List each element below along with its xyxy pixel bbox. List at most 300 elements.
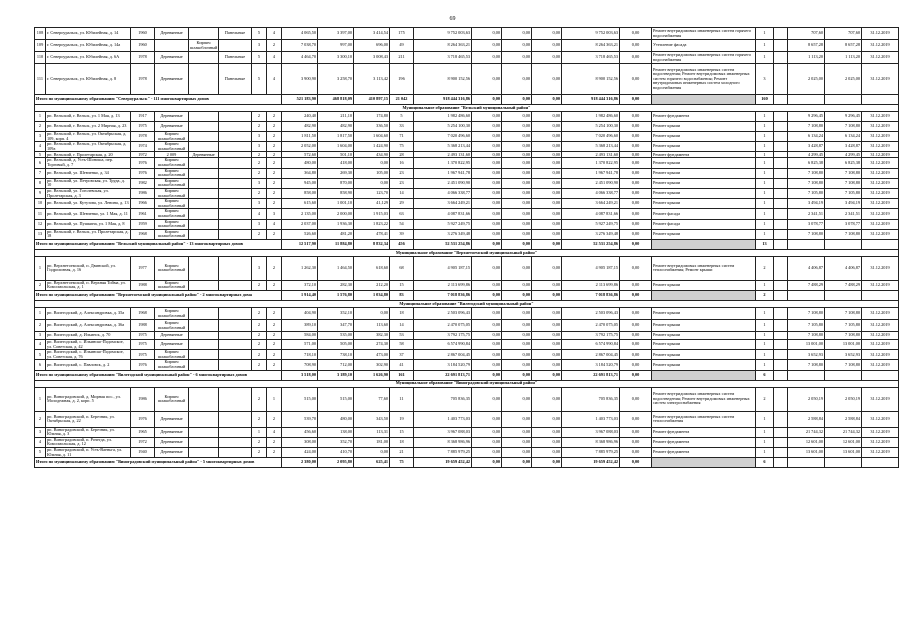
cell-entrances: 2 (267, 448, 282, 458)
cell-total-area: 240,40 (282, 112, 318, 122)
cell-wall-material-alt (189, 229, 219, 239)
cell-address: г. Североуральск, ул. Юбилейная, д. 14 (46, 28, 131, 40)
cell-works-count: 1 (756, 152, 774, 158)
cell-total-area: 718,10 (282, 350, 318, 360)
cell-unit-cost: 7 108,80 (788, 122, 825, 132)
cell-deadline: 31.12.2019 (862, 340, 899, 350)
cell-wall-material: Деревянные (155, 28, 189, 40)
cell-private-area: 336,50 (354, 122, 390, 132)
cell-wall-material: 2 009 (155, 152, 189, 158)
cell-residents: 39 (390, 229, 414, 239)
cell-row-number: 1 (35, 256, 46, 280)
cell-local-cost: 0,00 (532, 40, 562, 52)
cell-year-built: 1975 (131, 122, 155, 132)
cell-fund-cost: 0,00 (472, 52, 502, 64)
cell-wall-material: Деревянные (155, 411, 189, 427)
total-cell-residents: 83 (390, 291, 414, 301)
cell-works-count: 1 (756, 40, 774, 52)
cell-floors: 2 (252, 360, 267, 370)
total-cell-total-cost: 7 018 836,86 (414, 291, 472, 301)
cell-max-unit-cost: 7 108,80 (825, 332, 862, 340)
cell-residents: 28 (390, 152, 414, 158)
total-cell-total-area: 12 517,90 (282, 239, 318, 249)
cell-year-built: 1975 (131, 340, 155, 350)
cell-max-unit-cost: 7 108,80 (825, 122, 862, 132)
total-cell-max-unit-cost (825, 291, 862, 301)
cell-address: г. Североуральск, ул. Юбилейная, д. 6А (46, 52, 131, 64)
total-cell-deadline (862, 239, 899, 249)
cell-local-cost: 0,00 (532, 387, 562, 411)
cell-deadline: 31.12.2019 (862, 448, 899, 458)
cell-works-count: 1 (756, 178, 774, 188)
page-number: 69 (449, 16, 456, 22)
cell-residents: 21 (390, 448, 414, 458)
cell-total-cost: 2 451 090,90 (414, 178, 472, 188)
cell-max-unit-cost: 707,60 (825, 28, 862, 40)
cell-owners-cost: 7 020 496,60 (562, 132, 620, 142)
cell-deadline: 31.12.2019 (862, 178, 899, 188)
cell-year-built: 1968 (131, 308, 155, 320)
cell-works-list: Ремонт крыши (652, 132, 756, 142)
table-row (35, 387, 899, 411)
table-row (35, 411, 899, 427)
cell-entrances: 2 (267, 350, 282, 360)
cell-address: рп. Вельский, ул. Шевченко, ул. 1 Мая, д. 11 (46, 209, 131, 219)
cell-floor-type (219, 168, 252, 178)
cell-year-built: 1966 (131, 199, 155, 209)
cell-works-extra (774, 112, 788, 122)
total-cell-owners-cost: 52 531 254,86 (562, 239, 620, 249)
cell-total-area: 2 037,00 (282, 219, 318, 229)
cell-unit-cost: 3 494,19 (788, 199, 825, 209)
cell-works-extra (774, 199, 788, 209)
total-cell-max-unit-cost (825, 370, 862, 380)
cell-unit-cost: 2 341,51 (788, 209, 825, 219)
cell-local-cost: 0,00 (532, 256, 562, 280)
cell-max-unit-cost: 4 299,45 (825, 152, 862, 158)
cell-local-cost: 0,00 (532, 152, 562, 158)
cell-address: рп. Вельский, г. Вельск, ул. 2 Мирная, д. 23 (46, 122, 131, 132)
cell-private-area: 3 113,42 (354, 64, 390, 95)
cell-floor-type (219, 448, 252, 458)
cell-other-cost: 0,00 (620, 437, 652, 447)
cell-row-number: 12 (35, 219, 46, 229)
cell-unit-cost: 6 134,24 (788, 132, 825, 142)
cell-owners-cost: 2 493 131,60 (562, 152, 620, 158)
cell-total-cost: 1 403 773,03 (414, 411, 472, 427)
cell-floors: 3 (252, 142, 267, 152)
cell-budget-cost: 0,00 (502, 387, 532, 411)
cell-wall-material: Кирпич шлакоблочный (155, 142, 189, 152)
cell-private-area: 113,60 (354, 320, 390, 332)
total-row (35, 458, 899, 468)
cell-total-area: 456,60 (282, 427, 318, 437)
cell-address: рп. Вельский, г. Вельск, ул. Октябрьская, д. 109а (46, 142, 131, 152)
cell-wall-material-alt (189, 188, 219, 198)
table-row (35, 158, 899, 168)
cell-living-area: 282,30 (318, 280, 354, 290)
cell-private-area: 113,31 (354, 427, 390, 437)
cell-entrances: 2 (267, 320, 282, 332)
total-row (35, 370, 899, 380)
cell-row-number: 3 (35, 332, 46, 340)
total-cell-max-unit-cost (825, 239, 862, 249)
cell-row-number: 2 (35, 411, 46, 427)
table-row (35, 112, 899, 122)
cell-works-list: Ремонт фасада (652, 209, 756, 219)
cell-local-cost: 0,00 (532, 360, 562, 370)
cell-floors: 2 (252, 340, 267, 350)
cell-total-cost: 5 254 100,30 (414, 122, 472, 132)
cell-total-cost: 1 967 941,78 (414, 168, 472, 178)
cell-floor-type (219, 40, 252, 52)
cell-budget-cost: 0,00 (502, 168, 532, 178)
cell-year-built: 1976 (131, 411, 155, 427)
cell-entrances: 2 (267, 360, 282, 370)
cell-floors: 2 (252, 411, 267, 427)
cell-total-area: 615,60 (282, 199, 318, 209)
cell-works-list: Ремонт фундамента (652, 152, 756, 158)
cell-deadline: 31.12.2019 (862, 320, 899, 332)
cell-max-unit-cost: 7 108,80 (825, 229, 862, 239)
total-cell-private-area: 1 626,90 (354, 370, 390, 380)
cell-other-cost: 0,00 (620, 448, 652, 458)
cell-total-cost: 2 503 096,43 (414, 308, 472, 320)
cell-entrances: 2 (267, 308, 282, 320)
cell-max-unit-cost: 12 601,00 (825, 437, 862, 447)
cell-budget-cost: 0,00 (502, 332, 532, 340)
total-cell-living-area: 1 576,80 (318, 291, 354, 301)
cell-private-area: 343,50 (354, 411, 390, 427)
cell-total-area: 372,10 (282, 280, 318, 290)
cell-works-extra (774, 320, 788, 332)
cell-works-count: 1 (756, 280, 774, 290)
cell-wall-material: Кирпич шлакоблочный (155, 387, 189, 411)
table-row (35, 209, 899, 219)
cell-row-number: 2 (35, 122, 46, 132)
cell-local-cost: 0,00 (532, 427, 562, 437)
cell-wall-material: Деревянные (155, 340, 189, 350)
cell-private-area: 0,00 (354, 448, 390, 458)
cell-floors: 3 (252, 199, 267, 209)
cell-address: г. Североуральск, ул. Юбилейная, д. 14а (46, 40, 131, 52)
cell-other-cost: 0,00 (620, 308, 652, 320)
cell-works-extra (774, 332, 788, 340)
cell-wall-material: Кирпич шлакоблочный (155, 320, 189, 332)
cell-local-cost: 0,00 (532, 28, 562, 40)
cell-total-area: 515,00 (282, 387, 318, 411)
cell-max-unit-cost: 13 001,00 (825, 340, 862, 350)
cell-floors: 5 (252, 28, 267, 40)
cell-works-extra (774, 158, 788, 168)
table-row (35, 219, 899, 229)
cell-wall-material: Кирпич шлакоблочный (155, 188, 189, 198)
cell-works-count: 1 (756, 52, 774, 64)
cell-private-area: 212,20 (354, 280, 390, 290)
cell-entrances: 2 (267, 152, 282, 158)
cell-wall-material: Кирпич шлакоблочный (155, 360, 189, 370)
cell-other-cost: 0,00 (620, 122, 652, 132)
cell-max-unit-cost: 4 406,87 (825, 256, 862, 280)
cell-year-built: 1978 (131, 132, 155, 142)
cell-local-cost: 0,00 (532, 168, 562, 178)
cell-living-area: 410,70 (318, 448, 354, 458)
total-cell-owners-cost: 7 018 836,86 (562, 291, 620, 301)
cell-deadline: 31.12.2019 (862, 64, 899, 95)
table-row (35, 122, 899, 132)
total-cell-budget-cost: 0,00 (502, 239, 532, 249)
cell-total-area: 584,00 (282, 332, 318, 340)
cell-max-unit-cost: 2 341,51 (825, 209, 862, 219)
cell-wall-material-alt (189, 112, 219, 122)
cell-total-cost: 1 370 822,95 (414, 158, 472, 168)
cell-works-count: 1 (756, 448, 774, 458)
cell-works-count: 1 (756, 427, 774, 437)
cell-floors: 3 (252, 178, 267, 188)
cell-unit-cost: 7 108,80 (788, 332, 825, 340)
cell-owners-cost: 8 900 152,56 (562, 64, 620, 95)
cell-fund-cost: 0,00 (472, 320, 502, 332)
cell-max-unit-cost: 1 113,20 (825, 52, 862, 64)
cell-deadline: 31.12.2019 (862, 158, 899, 168)
cell-fund-cost: 0,00 (472, 168, 502, 178)
cell-other-cost: 0,00 (620, 168, 652, 178)
cell-floor-type: Панельные (219, 28, 252, 40)
cell-fund-cost: 0,00 (472, 40, 502, 52)
cell-floor-type (219, 122, 252, 132)
cell-entrances: 2 (267, 411, 282, 427)
cell-works-extra (774, 437, 788, 447)
total-label: Итого по муниципальному образованию "Виноградовский муниципальный район" - 5 многоквартирных домов (35, 458, 282, 468)
cell-floor-type (219, 158, 252, 168)
cell-living-area: 3 300,10 (318, 52, 354, 64)
cell-row-number: 111 (35, 64, 46, 95)
cell-budget-cost: 0,00 (502, 188, 532, 198)
cell-residents: 37 (390, 350, 414, 360)
cell-owners-cost: 2 451 090,90 (562, 178, 620, 188)
cell-year-built: 1940 (131, 448, 155, 458)
cell-wall-material (155, 40, 189, 52)
cell-total-cost: 5 927 249,75 (414, 219, 472, 229)
cell-total-cost: 8 900 152,56 (414, 64, 472, 95)
cell-residents: 49 (390, 40, 414, 52)
table-row (35, 340, 899, 350)
cell-budget-cost: 0,00 (502, 199, 532, 209)
cell-owners-cost: 8 264 363,21 (562, 40, 620, 52)
cell-floors: 2 (252, 168, 267, 178)
cell-other-cost: 0,00 (620, 332, 652, 340)
cell-other-cost: 0,00 (620, 64, 652, 95)
cell-works-count: 1 (756, 308, 774, 320)
cell-year-built: 1976 (131, 360, 155, 370)
cell-other-cost: 0,00 (620, 112, 652, 122)
cell-row-number: 109 (35, 40, 46, 52)
total-cell-fund-cost: 0,00 (472, 95, 502, 105)
cell-budget-cost: 0,00 (502, 280, 532, 290)
cell-works-extra (774, 188, 788, 198)
cell-wall-material: Деревянные (155, 52, 189, 64)
cell-works-extra (774, 40, 788, 52)
cell-local-cost: 0,00 (532, 142, 562, 152)
cell-total-cost: 4 066 338,77 (414, 188, 472, 198)
cell-fund-cost: 0,00 (472, 437, 502, 447)
total-cell-deadline (862, 95, 899, 105)
cell-address: рп. Вилегодский, с. Ильинско-Подомское, ул. Советская, д. 76 (46, 350, 131, 360)
cell-other-cost: 0,00 (620, 158, 652, 168)
cell-works-list: Ремонт крыши (652, 360, 756, 370)
cell-residents: 14 (390, 320, 414, 332)
cell-works-list: Ремонт фундамента (652, 437, 756, 447)
cell-entrances: 4 (267, 64, 282, 95)
table-row (35, 427, 899, 437)
total-cell-local-cost: 0,00 (532, 370, 562, 380)
cell-floor-type (219, 350, 252, 360)
cell-row-number: 8 (35, 178, 46, 188)
cell-row-number: 5 (35, 152, 46, 158)
cell-private-area: 0,00 (354, 158, 390, 168)
cell-living-area: 269,30 (318, 168, 354, 178)
cell-year-built: 1976 (131, 168, 155, 178)
cell-owners-cost: 2 113 699,86 (562, 280, 620, 290)
cell-floors: 2 (252, 308, 267, 320)
cell-floors: 2 (252, 152, 267, 158)
cell-private-area: 696,00 (354, 40, 390, 52)
cell-works-count: 1 (756, 142, 774, 152)
total-cell-total-cost: 22 691 813,71 (414, 370, 472, 380)
cell-max-unit-cost: 3 078,77 (825, 219, 862, 229)
cell-max-unit-cost: 7 105,80 (825, 320, 862, 332)
cell-local-cost: 0,00 (532, 411, 562, 427)
cell-max-unit-cost: 7 108,80 (825, 308, 862, 320)
total-cell-unit-cost (788, 239, 825, 249)
section-header-row (35, 380, 899, 387)
cell-works-count: 1 (756, 229, 774, 239)
cell-works-extra (774, 411, 788, 427)
cell-budget-cost: 0,00 (502, 142, 532, 152)
cell-budget-cost: 0,00 (502, 437, 532, 447)
total-cell-works-list (652, 95, 756, 105)
cell-row-number: 2 (35, 320, 46, 332)
cell-floors: 2 (252, 320, 267, 332)
cell-living-area: 1 936,30 (318, 219, 354, 229)
cell-wall-material: Кирпич шлакоблочный (155, 158, 189, 168)
cell-year-built: 1982 (131, 178, 155, 188)
cell-total-cost: 705 836,35 (414, 387, 472, 411)
cell-budget-cost: 0,00 (502, 256, 532, 280)
cell-works-extra (774, 360, 788, 370)
cell-unit-cost: 7 488,29 (788, 280, 825, 290)
total-cell-total-cost: 52 531 254,86 (414, 239, 472, 249)
total-cell-other-cost: 0,00 (620, 95, 652, 105)
cell-max-unit-cost: 7 108,80 (825, 178, 862, 188)
cell-year-built: 1978 (131, 64, 155, 95)
total-cell-fund-cost: 0,00 (472, 458, 502, 468)
cell-residents: 15 (390, 427, 414, 437)
cell-total-cost: 3 792 175,75 (414, 332, 472, 340)
cell-floors: 2 (252, 229, 267, 239)
cell-max-unit-cost: 7 105,80 (825, 188, 862, 198)
cell-deadline: 31.12.2019 (862, 256, 899, 280)
cell-address: рп. Вельский, д. Усть-Шоноша, пер. Торговый, д. 7 (46, 158, 131, 168)
cell-row-number: 6 (35, 158, 46, 168)
cell-entrances: 2 (267, 280, 282, 290)
cell-deadline: 31.12.2019 (862, 199, 899, 209)
total-cell-works-extra (774, 370, 788, 380)
section-title: Муниципальное образование "Вилегодский муниципальный район" (35, 301, 899, 308)
cell-row-number: 1 (35, 308, 46, 320)
cell-works-list: Ремонт крыши (652, 142, 756, 152)
cell-budget-cost: 0,00 (502, 158, 532, 168)
cell-deadline: 31.12.2019 (862, 168, 899, 178)
total-cell-budget-cost: 0,00 (502, 95, 532, 105)
cell-fund-cost: 0,00 (472, 188, 502, 198)
cell-private-area: 181,00 (354, 437, 390, 447)
cell-floors: 2 (252, 122, 267, 132)
cell-living-area: 347,70 (318, 320, 354, 332)
cell-other-cost: 0,00 (620, 340, 652, 350)
cell-private-area: 0,00 (354, 178, 390, 188)
cell-address: рп. Виноградовский, п. Березник, ул. Южная, д. 3 (46, 427, 131, 437)
cell-entrances: 2 (267, 437, 282, 447)
cell-living-area: 515,00 (318, 387, 354, 411)
cell-total-cost: 6 574 990,84 (414, 340, 472, 350)
cell-works-list: Ремонт крыши (652, 178, 756, 188)
cell-living-area: 3 258,70 (318, 64, 354, 95)
cell-owners-cost: 1 982 486,60 (562, 112, 620, 122)
cell-max-unit-cost: 3 428,87 (825, 142, 862, 152)
cell-address: рп. Вельский, ул. Петровская, ул. Труда, д. 10 (46, 178, 131, 188)
cell-wall-material-alt: Деревянные (189, 152, 219, 158)
table-row (35, 64, 899, 95)
cell-floors: 5 (252, 52, 267, 64)
cell-floor-type (219, 437, 252, 447)
cell-year-built: 1988 (131, 280, 155, 290)
cell-total-cost: 4 087 831,66 (414, 209, 472, 219)
cell-private-area: 1 915,03 (354, 209, 390, 219)
cell-unit-cost: 13 601,00 (788, 448, 825, 458)
cell-works-extra (774, 427, 788, 437)
cell-other-cost: 0,00 (620, 360, 652, 370)
total-cell-other-cost: 0,00 (620, 458, 652, 468)
cell-year-built: 1960 (131, 28, 155, 40)
cell-floor-type (219, 332, 252, 340)
cell-total-cost: 2 113 699,86 (414, 280, 472, 290)
total-cell-living-area: 468 818,09 (318, 95, 354, 105)
cell-other-cost: 0,00 (620, 209, 652, 219)
cell-unit-cost: 4 299,45 (788, 152, 825, 158)
cell-residents: 54 (390, 219, 414, 229)
cell-other-cost: 0,00 (620, 387, 652, 411)
total-cell-local-cost: 0,00 (532, 239, 562, 249)
cell-total-cost: 1 982 486,60 (414, 112, 472, 122)
cell-total-area: 526,60 (282, 229, 318, 239)
cell-local-cost: 0,00 (532, 280, 562, 290)
cell-entrances: 3 (267, 209, 282, 219)
cell-address: рп. Вельский, г. Вельск, ул. Пролетарская, д. 18 (47, 229, 129, 239)
total-cell-total-area: 521 183,90 (282, 95, 318, 105)
cell-private-area: 3 008,43 (354, 52, 390, 64)
cell-total-area: 4 065,50 (282, 28, 318, 40)
cell-works-count: 1 (756, 340, 774, 350)
cell-total-area: 7 038,70 (282, 40, 318, 52)
cell-residents: 53 (390, 332, 414, 340)
cell-year-built: 1986 (131, 387, 155, 411)
cell-wall-material-alt (189, 340, 219, 350)
cell-private-area: 1 424,90 (354, 142, 390, 152)
cell-address: рп. Виноградовский, п. Усть-Ваеньга, ул. Южная, д. 11 (46, 448, 131, 458)
total-cell-fund-cost: 0,00 (472, 370, 502, 380)
cell-private-area: 105,00 (354, 168, 390, 178)
